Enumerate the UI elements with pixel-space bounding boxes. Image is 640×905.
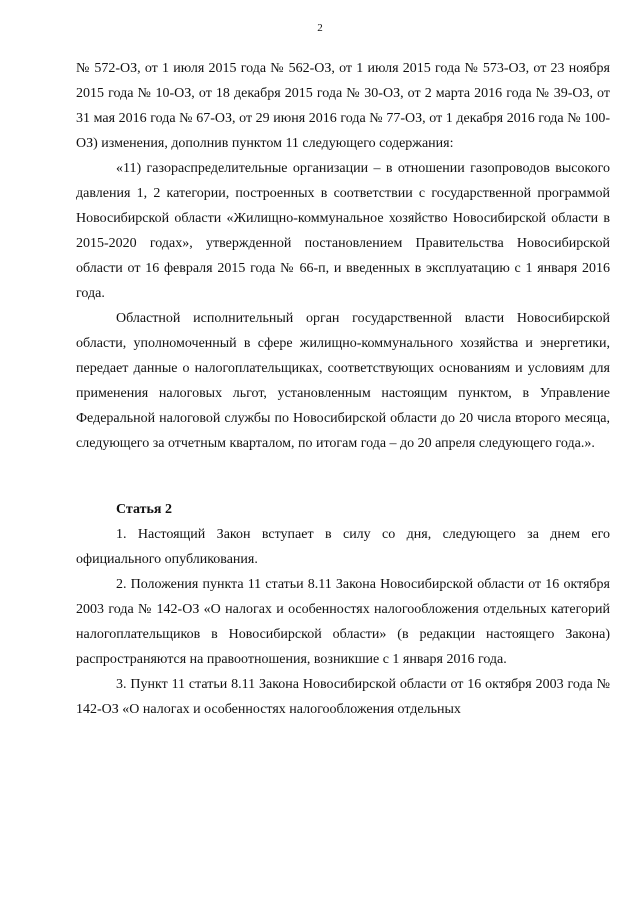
data-transfer-paragraph: Областной исполнительный орган государственной власти Новосибирской области, уполномоченный в сфере жилищно-коммунального хозяйства и энергетики, передает данные о налогоплательщиках, соответствующих основаниям и условиям для применения налоговых льгот, установленным настоящим пунктом, в Управление Федеральной налоговой службы по Новосибирской области до 20 числа второго месяца, следующего за отчетным кварталом, по итогам года – до 20 апреля следующего года.». xyxy=(76,311,610,451)
article-2-item-3: 3. Пункт 11 статьи 8.11 Закона Новосибирской области от 16 октября 2003 года № 142-ОЗ «О налогах и особенностях налогообложения отдельных xyxy=(76,677,610,717)
new-item-11-paragraph: «11) газораспределительные организации – в отношении газопроводов высокого давления 1, 2 категории, построенных в соответствии с государственной программой Новосибирской области «Жилищно-коммунальное хозяйство Новосибирской области в 2015-2020 годах», утвержденной постановлением Правительства Новосибирской области от 16 февраля 2015 года № 66-п, и введенных в эксплуатацию с 1 января 2016 года. xyxy=(76,161,610,301)
amendment-list-paragraph: № 572-ОЗ, от 1 июля 2015 года № 562-ОЗ, от 1 июля 2015 года № 573-ОЗ, от 23 ноября 2015 года № 10-ОЗ, от 18 декабря 2015 года № 30-ОЗ, от 2 марта 2016 года № 39-ОЗ, от 31 мая 2016 года № 67-ОЗ, от 29 июня 2016 года № 77-ОЗ, от 1 декабря 2016 года № 100-ОЗ) изменения, дополнив пунктом 11 следующего содержания: xyxy=(76,61,610,151)
article-2-item-2: 2. Положения пункта 11 статьи 8.11 Закона Новосибирской области от 16 октября 2003 года № 142-ОЗ «О налогах и особенностях налогообложения отдельных категорий налогоплательщиков в Новосибирской области» (в редакции настоящего Закона) распространяются на правоотношения, возникшие с 1 января 2016 года. xyxy=(76,577,610,667)
article-heading: Статья 2 xyxy=(116,502,172,517)
document-body xyxy=(76,56,610,722)
article-2-item-1: 1. Настоящий Закон вступает в силу со дня, следующего за днем его официального опубликования. xyxy=(76,527,610,567)
page-number: 2 xyxy=(317,22,323,34)
